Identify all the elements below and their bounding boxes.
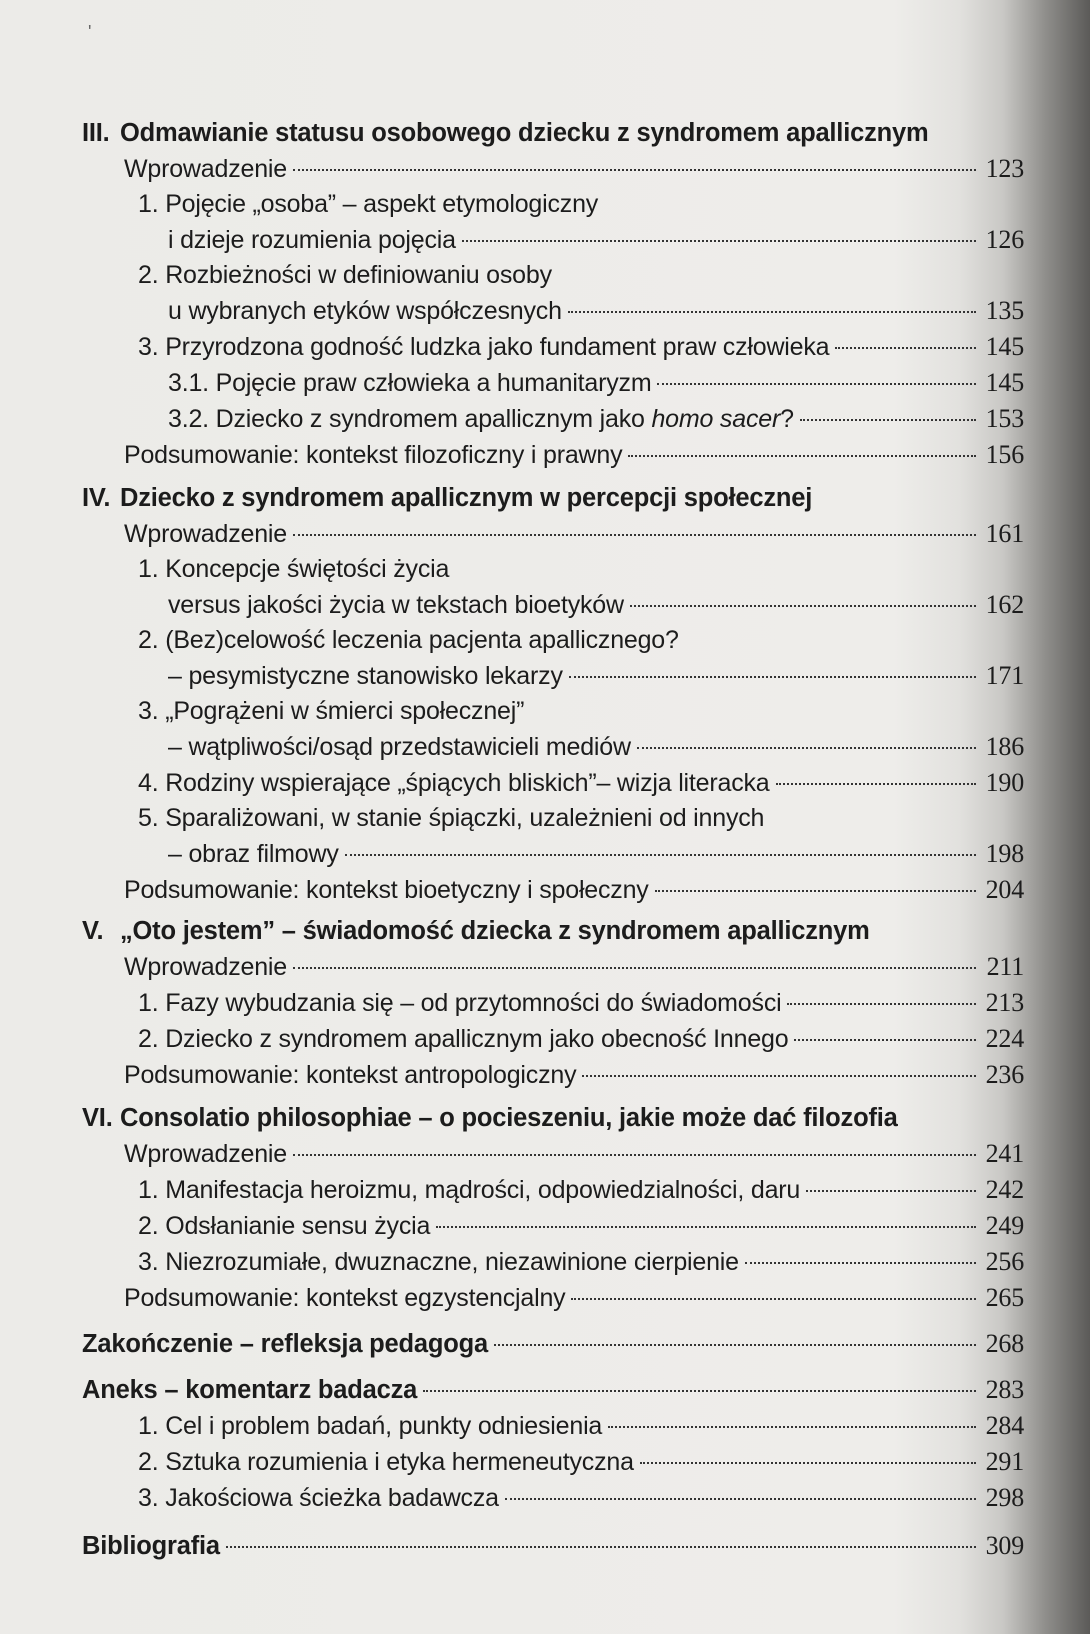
page-number: 283: [985, 1375, 1024, 1404]
toc-entry: Wprowadzenie 123: [82, 151, 1024, 187]
leader-dots: [436, 1226, 976, 1228]
page-number: 211: [986, 952, 1024, 981]
toc-entry: versus jakości życia w tekstach bioetyków 162: [82, 587, 1024, 623]
leader-dots: [494, 1344, 976, 1346]
toc-entry: Podsumowanie: kontekst filozoficzny i prawny 156: [82, 437, 1024, 473]
chapter-heading: V. „Oto jestem” – świadomość dziecka z syndromem apallicznym: [82, 917, 870, 945]
toc-entry: Wprowadzenie 211: [82, 949, 1024, 985]
leader-dots: [226, 1546, 976, 1548]
page-number: 213: [985, 988, 1024, 1017]
page-number: 291: [985, 1447, 1024, 1476]
toc-annex: Aneks – komentarz badacza 283: [82, 1372, 1024, 1408]
page-number: 198: [985, 839, 1024, 868]
toc-entry-line1: 1. Pojęcie „osoba” – aspekt etymologiczny: [138, 190, 599, 218]
toc-entry-line1: 2. (Bez)celowość leczenia pacjenta apallicznego?: [138, 626, 679, 654]
toc-bibliography: Bibliografia 309: [82, 1528, 1024, 1564]
page-number: 153: [985, 404, 1024, 433]
toc-entry: – obraz filmowy 198: [82, 836, 1024, 872]
leader-dots: [571, 1298, 976, 1300]
page-number: 268: [985, 1329, 1024, 1358]
toc-entry: Podsumowanie: kontekst bioetyczny i społeczny 204: [82, 872, 1024, 908]
leader-dots: [800, 419, 976, 421]
page-number: 236: [985, 1060, 1024, 1089]
leader-dots: [569, 676, 976, 678]
toc-entry: 4. Rodziny wspierające „śpiących bliskich”– wizja literacka 190: [82, 765, 1024, 801]
leader-dots: [423, 1390, 976, 1392]
toc-entry: Wprowadzenie 241: [82, 1136, 1024, 1172]
page-number: 204: [985, 875, 1024, 904]
page-number: 256: [985, 1247, 1024, 1276]
leader-dots: [608, 1426, 976, 1428]
toc-entry: 3.2. Dziecko z syndromem apallicznym jako homo sacer? 153: [82, 401, 1024, 437]
leader-dots: [655, 890, 976, 892]
toc-entry: 2. Odsłanianie sensu życia 249: [82, 1208, 1024, 1244]
leader-dots: [630, 605, 976, 607]
page-number: 162: [985, 590, 1024, 619]
toc-entry: Wprowadzenie 161: [82, 516, 1024, 552]
page-number: 145: [985, 368, 1024, 397]
leader-dots: [787, 1003, 976, 1005]
page-number: 145: [985, 332, 1024, 361]
toc-entry-line1: 1. Koncepcje świętości życia: [138, 555, 450, 583]
page-number: 186: [985, 732, 1024, 761]
page-number: 242: [985, 1175, 1024, 1204]
page-number: 224: [985, 1024, 1024, 1053]
leader-dots: [345, 854, 976, 856]
leader-dots: [462, 240, 976, 242]
toc-entry: 1. Manifestacja heroizmu, mądrości, odpowiedzialności, daru 242: [82, 1172, 1024, 1208]
toc-entry: 1. Fazy wybudzania się – od przytomności do świadomości 213: [82, 985, 1024, 1021]
chapter-vi: [82, 1101, 1024, 1316]
table-of-contents: [82, 116, 1024, 1564]
leader-dots: [640, 1462, 976, 1464]
toc-entry: 2. Sztuka rozumienia i etyka hermeneutyczna 291: [82, 1444, 1024, 1480]
chapter-heading: III. Odmawianie statusu osobowego dziecku z syndromem apallicznym: [82, 119, 929, 147]
leader-dots: [637, 747, 976, 749]
toc-entry: 3.1. Pojęcie praw człowieka a humanitaryzm 145: [82, 365, 1024, 401]
toc-entry-line1: 2. Rozbieżności w definiowaniu osoby: [138, 261, 552, 289]
leader-dots: [293, 534, 976, 536]
leader-dots: [568, 311, 976, 313]
page-number: 190: [985, 768, 1024, 797]
leader-dots: [293, 169, 976, 171]
toc-entry-line1: 5. Sparaliżowani, w stanie śpiączki, uzależnieni od innych: [138, 804, 765, 832]
chapter-iii: [82, 116, 1024, 473]
leader-dots: [794, 1039, 976, 1041]
leader-dots: [776, 783, 977, 785]
toc-entry: 1. Cel i problem badań, punkty odniesienia 284: [82, 1408, 1024, 1444]
page-number: 265: [985, 1283, 1024, 1312]
leader-dots: [657, 383, 976, 385]
leader-dots: [745, 1262, 976, 1264]
toc-entry-line1: 3. „Pogrążeni w śmierci społecznej”: [138, 697, 525, 725]
toc-entry: 3. Niezrozumiałe, dwuznaczne, niezawinione cierpienie 256: [82, 1244, 1024, 1280]
page-number: 241: [985, 1139, 1024, 1168]
toc-entry: 2. Dziecko z syndromem apallicznym jako obecność Innego 224: [82, 1021, 1024, 1057]
leader-dots: [293, 1154, 976, 1156]
stray-mark: ': [88, 22, 92, 42]
toc-entry: i dzieje rozumienia pojęcia 126: [82, 222, 1024, 258]
leader-dots: [628, 455, 976, 457]
toc-entry: Podsumowanie: kontekst antropologiczny 236: [82, 1057, 1024, 1093]
page-number: 161: [985, 519, 1024, 548]
chapter-heading: VI. Consolatio philosophiae – o pocieszeniu, jakie może dać filozofia: [82, 1104, 898, 1132]
page-number: 249: [985, 1211, 1024, 1240]
toc-entry: u wybranych etyków współczesnych 135: [82, 293, 1024, 329]
page-number: 126: [985, 225, 1024, 254]
page-number: 171: [985, 661, 1024, 690]
toc-entry: 3. Przyrodzona godność ludzka jako fundament praw człowieka 145: [82, 329, 1024, 365]
page-number: 156: [985, 440, 1024, 469]
leader-dots: [806, 1190, 976, 1192]
toc-entry: 3. Jakościowa ścieżka badawcza 298: [82, 1480, 1024, 1516]
page-number: 135: [985, 296, 1024, 325]
chapter-v: [82, 914, 1024, 1093]
chapter-heading: IV. Dziecko z syndromem apallicznym w percepcji społecznej: [82, 484, 813, 512]
leader-dots: [835, 347, 976, 349]
page-number: 309: [985, 1531, 1024, 1560]
leader-dots: [293, 967, 976, 969]
toc-closing: Zakończenie – refleksja pedagoga 268: [82, 1326, 1024, 1362]
toc-entry: – wątpliwości/osąd przedstawicieli mediów 186: [82, 729, 1024, 765]
page-number: 123: [985, 154, 1024, 183]
leader-dots: [582, 1075, 976, 1077]
toc-entry: Podsumowanie: kontekst egzystencjalny 265: [82, 1280, 1024, 1316]
page-number: 298: [985, 1483, 1024, 1512]
chapter-iv: [82, 481, 1024, 908]
leader-dots: [505, 1498, 976, 1500]
toc-entry: – pesymistyczne stanowisko lekarzy 171: [82, 658, 1024, 694]
page-number: 284: [985, 1411, 1024, 1440]
